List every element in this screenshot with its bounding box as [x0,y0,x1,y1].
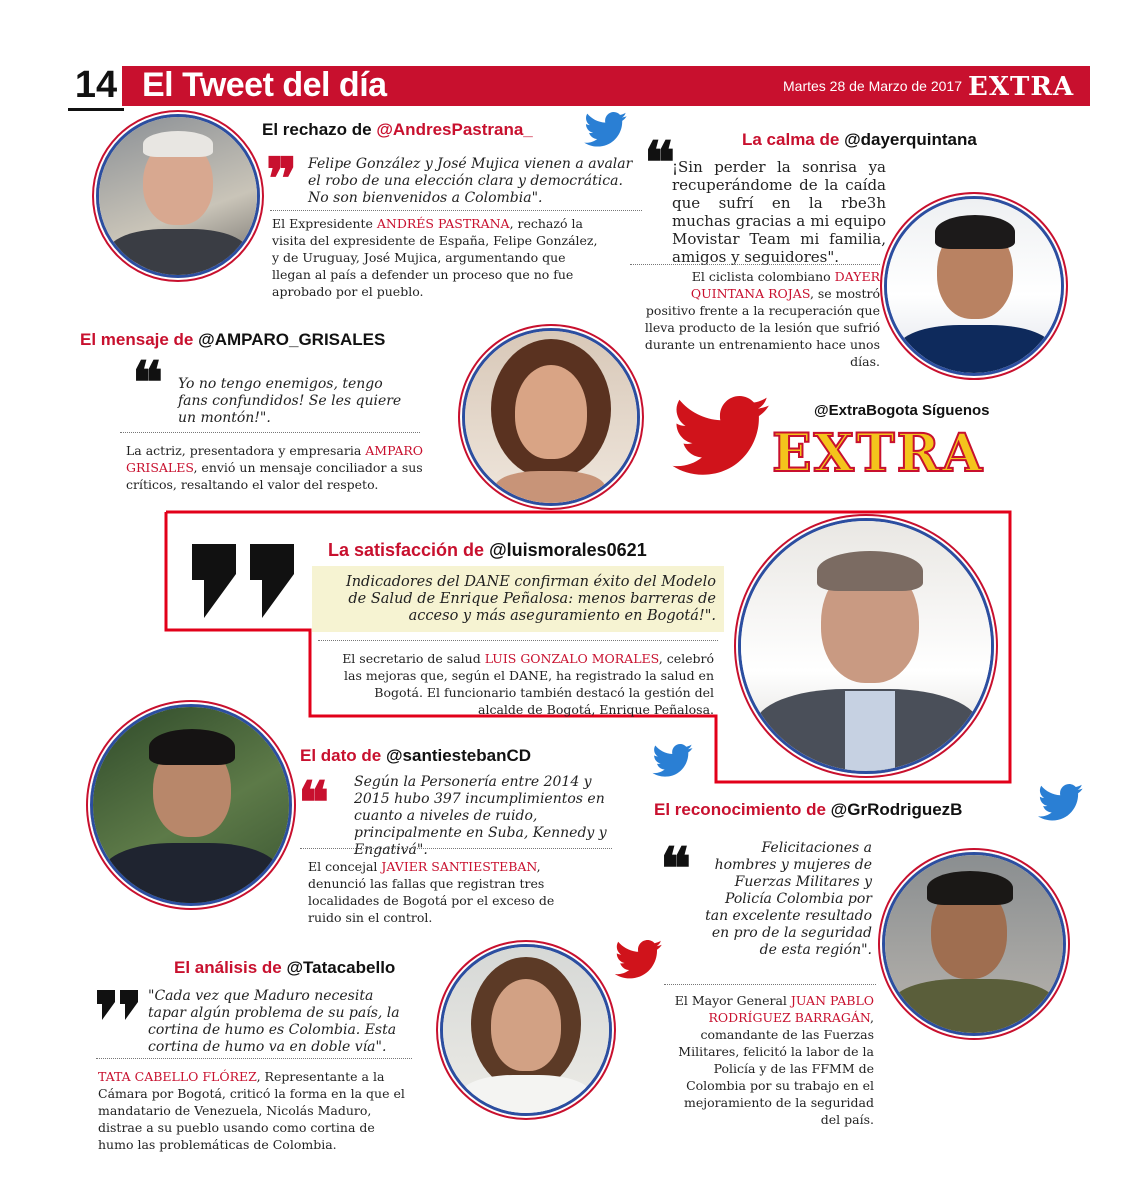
promo-text[interactable]: @ExtraBogota Síguenos [814,402,990,419]
person-name: JAVIER SANTIESTEBAN [381,859,537,874]
quote-pastrana: Felipe González y José Mujica vienen a avalar el robo de una elección clara y democrática. No son bienvenidos a Colombia". [308,156,633,206]
person-name: ANDRÉS PASTRANA [376,216,510,231]
extra-logo-promo: EXTRA [772,423,985,484]
quote-cabello: "Cada vez que Maduro necesita tapar algún problema de su país, la cortina de humo es Colombia. Esta cortina de humo va en doble vía". [148,988,400,1055]
quote-mark-icon: ❝ [644,129,676,197]
photo-cabello [440,944,612,1116]
photo-pastrana [96,114,260,278]
body-rodriguez: El Mayor General JUAN PABLO RODRÍGUEZ BARRAGÁN, comandante de las Fuerzas Militares, felicitó la labor de la Policía y de las FFMM de Colombia por su trabajo en el mejoramiento de la seguridad del país. [674,993,874,1127]
quote-mark-icon: ❝ [660,835,692,903]
twitter-bird-icon [1038,784,1084,822]
heading-santiesteban: El dato de @santiestebanCD [300,746,532,765]
body-cabello: TATA CABELLO FLÓREZ, Representante a la Cámara por Bogotá, criticó la forma en la que el mandatario de Venezuela, Nicolás Maduro, distrae a su pueblo usando como cortina de humo las problemáticas de Colombia. [98,1069,405,1152]
heading-grisales: El mensaje de @AMPARO_GRISALES [80,330,386,349]
body-quintana: El ciclista colombiano DAYER QUINTANA ROJAS, se mostró positivo frente a la recuperación que lleva producto de la lesión que sufrió durante un entrenamiento hace unos días. [644,269,880,369]
photo-quintana [884,196,1064,376]
divider [96,1058,412,1059]
photo-santiesteban [90,704,292,906]
twitter-handle[interactable]: @AMPARO_GRISALES [198,330,386,349]
heading-rodriguez: El reconocimiento de @GrRodriguezB [654,800,963,819]
body-santiesteban: El concejal JAVIER SANTIESTEBAN, denunció las fallas que registran tres localidades de Bogotá por el exceso de ruido sin el control. [308,859,555,925]
page-number: 14 [68,62,124,111]
quote-quintana: ¡Sin perder la sonrisa ya recuperándome de la caída que sufrí en la rbe3h muchas gracias a mi equipo Movistar Team mi familia, amigos y seguidores". [672,158,886,266]
twitter-handle[interactable]: @Tatacabello [286,958,396,977]
twitter-handle[interactable]: @dayerquintana [844,130,977,149]
quote-mark-icon [190,540,300,620]
photo-morales [738,518,994,774]
quote-santiesteban: Según la Personería entre 2014 y 2015 hubo 397 incumplimientos en cuanto a niveles de ruido, principalmente en Suba, Kennedy y Engativá". [354,774,607,858]
heading-morales: La satisfacción de @luismorales0621 [328,540,647,560]
body-pastrana: El Expresidente ANDRÉS PASTRANA, rechazó la visita del expresidente de España, Felipe González, y de Uruguay, José Mujica, argumentando que llegan al país a defender un proceso que no fue aprobado por el pueblo. [272,216,598,299]
twitter-handle[interactable]: @luismorales0621 [489,540,647,560]
twitter-handle[interactable]: @AndresPastrana_ [376,120,533,139]
person-name: AMPARO GRISALES [126,443,424,475]
divider [630,264,880,265]
body-morales: El secretario de salud LUIS GONZALO MORALES, celebró las mejoras que, según el DANE, ha registrado la salud en Bogotá. El funcionario también destacó la gestión del alcalde de Bogotá, Enrique Peñalosa. [342,651,714,717]
photo-grisales [462,328,640,506]
divider [300,848,612,849]
photo-rodriguez [882,852,1066,1036]
quote-grisales: Yo no tengo enemigos, tengo fans confundidos! Se les quiere un montón!". [178,376,402,426]
person-name: JUAN PABLO RODRÍGUEZ BARRAGÁN [708,993,874,1025]
twitter-bird-icon [584,112,628,148]
quote-rodriguez: Felicitaciones a hombres y mujeres de Fuerzas Militares y Policía Colombia por tan excelente resultado en pro de la seguridad de esta región". [705,840,872,958]
heading-pastrana: El rechazo de @AndresPastrana_ [262,120,533,139]
divider [120,432,420,433]
person-name: TATA CABELLO FLÓREZ [98,1069,257,1084]
quote-mark-icon [96,988,140,1022]
heading-cabello: El análisis de @Tatacabello [174,958,396,977]
page-title: El Tweet del día [142,66,387,104]
divider [664,984,876,985]
twitter-handle[interactable]: @GrRodriguezB [830,800,963,819]
body-grisales: La actriz, presentadora y empresaria AMPARO GRISALES, envió un mensaje conciliador a sus críticos, resaltando el valor del respeto. [126,443,424,492]
extra-logo: EXTRA [968,72,1075,102]
publication-date: Martes 28 de Marzo de 2017 [783,78,962,94]
person-name: LUIS GONZALO MORALES [484,651,659,666]
person-name: DAYER QUINTANA ROJAS [690,269,880,301]
quote-mark-icon: ❝ [132,349,164,417]
divider [270,210,642,211]
twitter-bird-icon [614,940,664,980]
heading-quintana: La calma de @dayerquintana [742,130,977,149]
quote-morales: Indicadores del DANE confirman éxito del Modelo de Salud de Enrique Peñalosa: menos barreras de acceso y más aseguramiento en Bogotá!". [345,574,716,624]
divider [318,640,718,641]
quote-mark-icon: ❞ [266,145,298,213]
twitter-handle[interactable]: @santiestebanCD [385,746,532,765]
twitter-bird-icon [652,744,694,778]
twitter-bird-icon [670,396,774,478]
quote-mark-icon: ❝ [298,769,330,837]
